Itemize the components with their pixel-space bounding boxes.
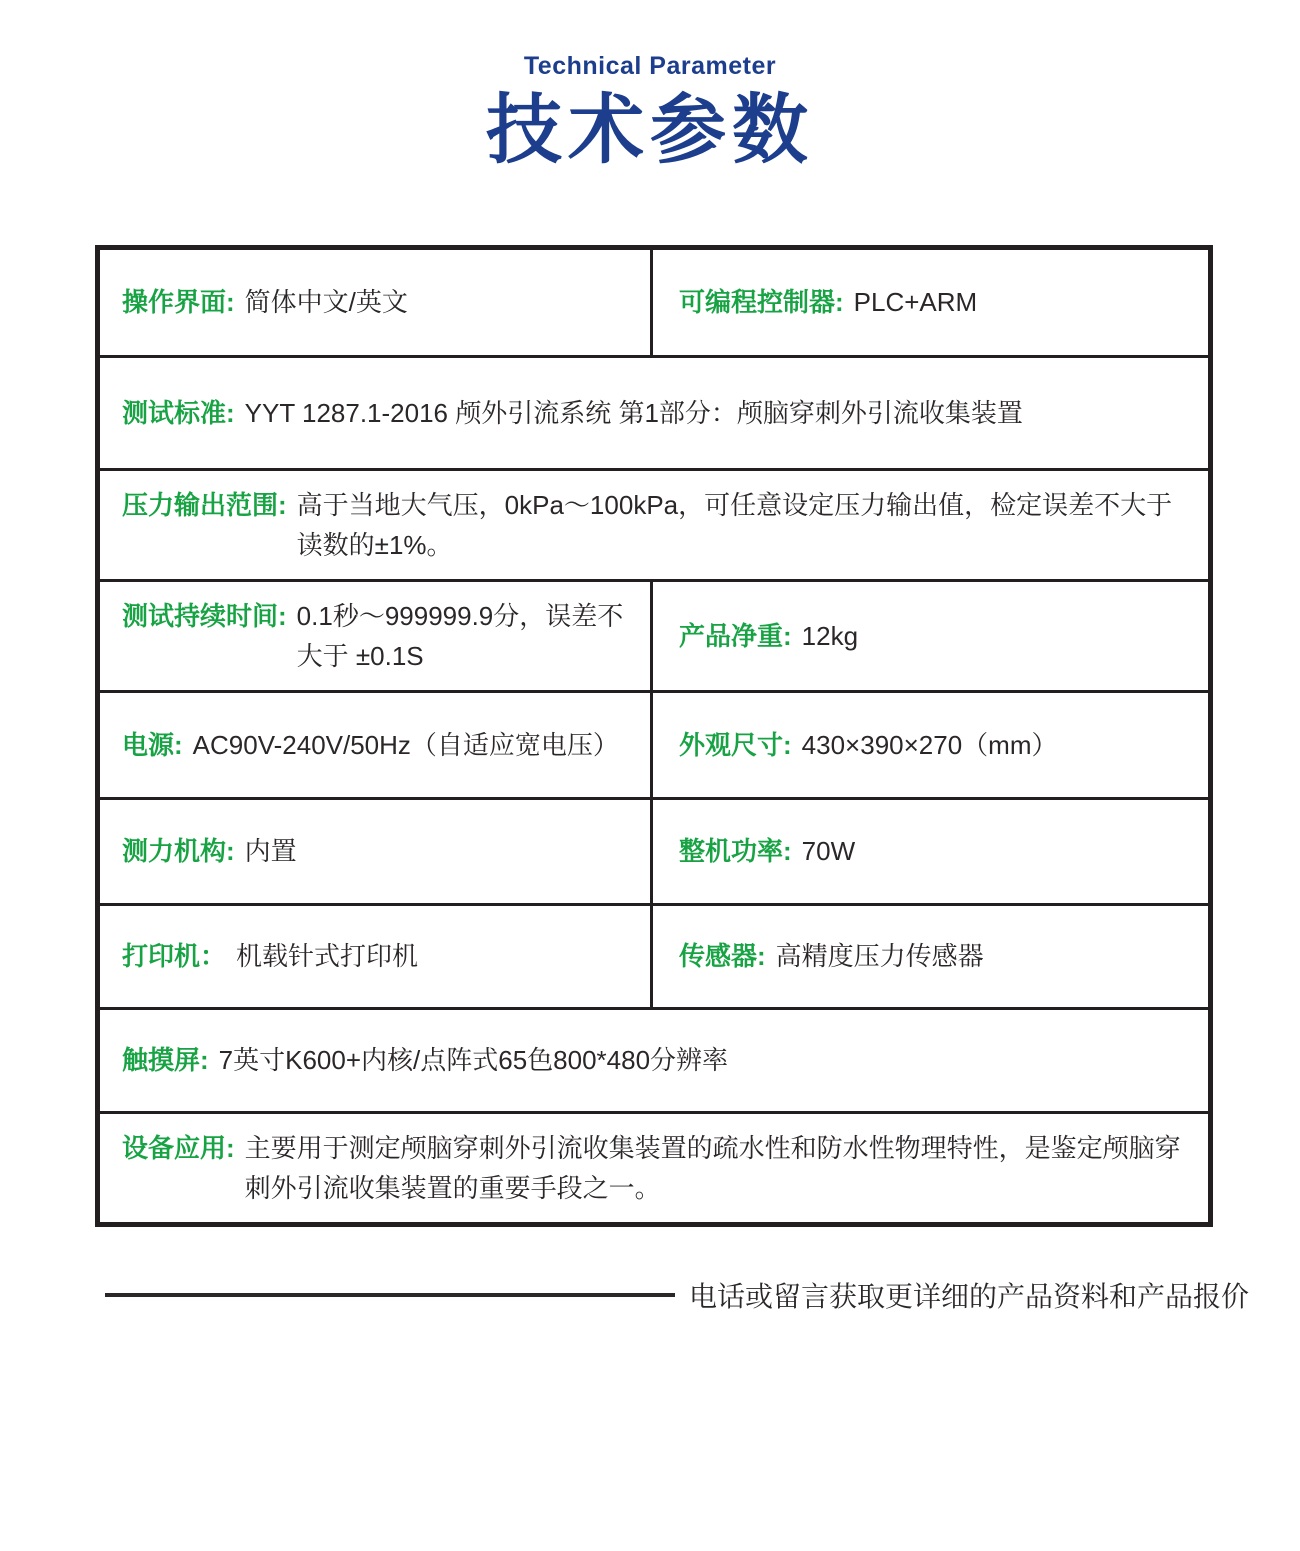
param-value: 0.1秒～999999.9分，误差不大于 ±0.1S [296, 600, 624, 671]
param-label: 打印机： [122, 941, 227, 972]
cell-test-duration [100, 582, 650, 690]
param-value: 高精度压力传感器 [775, 941, 984, 972]
cell-test-standard [100, 358, 1208, 468]
table-row [100, 355, 1208, 468]
param-label: 可编程控制器: [679, 287, 844, 318]
footer [105, 1275, 1250, 1315]
table-row [100, 1111, 1208, 1222]
cell-pressure-output-range [100, 471, 1208, 579]
cell-dimensions [650, 693, 1208, 797]
param-label: 产品净重: [679, 620, 792, 651]
param-label: 外观尺寸: [679, 729, 792, 760]
cell-device-application [100, 1114, 1208, 1222]
page-header [0, 0, 1300, 173]
param-value: 主要用于测定颅脑穿刺外引流收集装置的疏水性和防水性物理特性，是鉴定颅脑穿刺外引流收集装置的重要手段之一。 [244, 1132, 1181, 1203]
param-value: 70W [801, 836, 856, 867]
param-value: 机载针式打印机 [236, 941, 419, 972]
param-value: AC90V-240V/50Hz（自适应宽电压） [192, 729, 619, 760]
cell-programmable-controller [650, 250, 1208, 355]
cell-total-power [650, 800, 1208, 903]
param-value: 简体中文/英文 [244, 287, 408, 318]
param-label: 测试持续时间: [122, 600, 287, 631]
table-row [100, 579, 1208, 690]
param-label: 整机功率: [679, 836, 792, 867]
param-label: 测力机构: [122, 836, 235, 867]
param-value: 7英寸K600+内核/点阵式65色800*480分辨率 [218, 1045, 729, 1076]
spec-table [95, 245, 1213, 1227]
param-value: 内置 [244, 836, 297, 867]
param-label: 传感器: [679, 941, 766, 972]
footer-note: 电话或留言获取更详细的产品资料和产品报价 [689, 1280, 1250, 1312]
cell-sensor [650, 906, 1208, 1007]
page-title: 技术参数 [486, 88, 814, 173]
param-label: 测试标准: [122, 397, 235, 428]
table-row [100, 797, 1208, 903]
param-value: 12kg [801, 620, 859, 651]
param-label: 设备应用: [122, 1132, 235, 1163]
cell-net-weight [650, 582, 1208, 690]
param-label: 触摸屏: [122, 1045, 209, 1076]
param-label: 压力输出范围: [122, 489, 287, 520]
table-row [100, 1007, 1208, 1111]
page-subtitle: Technical Parameter [523, 52, 777, 80]
param-value: YYT 1287.1-2016 颅外引流系统 第1部分：颅脑穿刺外引流收集装置 [244, 397, 1023, 428]
param-value: PLC+ARM [853, 287, 978, 318]
param-label: 操作界面: [122, 287, 235, 318]
param-label: 电源: [122, 729, 183, 760]
divider-line [105, 1293, 675, 1297]
cell-force-mechanism [100, 800, 650, 903]
cell-printer [100, 906, 650, 1007]
table-row [100, 468, 1208, 579]
table-row [100, 250, 1208, 355]
param-value: 高于当地大气压，0kPa～100kPa，可任意设定压力输出值，检定误差不大于读数的±1%。 [296, 489, 1173, 560]
cell-operation-interface [100, 250, 650, 355]
param-value: 430×390×270（mm） [801, 729, 1058, 760]
cell-touch-screen [100, 1010, 1208, 1111]
table-row [100, 903, 1208, 1007]
table-row [100, 690, 1208, 797]
cell-power-supply [100, 693, 650, 797]
